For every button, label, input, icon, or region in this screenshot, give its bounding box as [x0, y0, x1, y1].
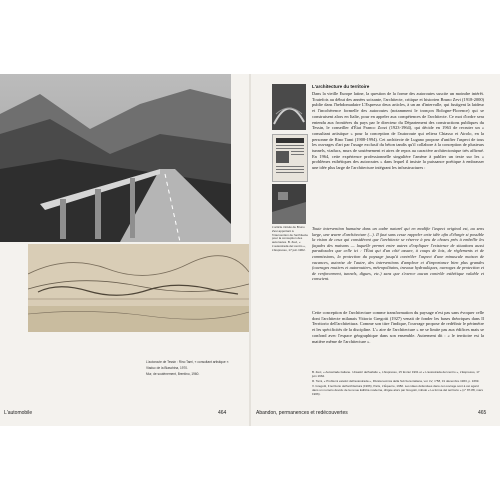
- book-spread: [0, 74, 500, 426]
- footnote: R. Tami, « Problemi estetici dell'autostrada », Rivista tecnica della Svizzera italiana, vol. LV, n°58, 31 décembre 1963, p. 1669.: [312, 378, 480, 383]
- footnotes: [312, 371, 484, 397]
- page-number-left: 464: [218, 410, 227, 416]
- footnote: V. Gregotti, Il territorio dell'architettura (1966), Paris, L'Équerre, 1982. Les idées défendues dans cet ouvrage sont à cet égard dans un numéro dévolu de la revue Edilizia moderna, dirigée alors par Gregotti, intitulé « La forma del territorio » (n° 87-88, mars 1966).: [312, 383, 483, 396]
- body-paragraph-2: Cette conception de l'architecture comme transformation du paysage n'est pas sans évoquer celle dont l'architecte milanais Vittorio Gregotti (1927) venait de fonder les bases théoriques dans Il Territorio dell'architettura. Comme son titre l'indique, l'ouvrage propose de redéfinir le périmètre et les spécificités de la discipline. L'« aire de l'architecture » ne se limite pas aux édifices mais se confond avec l'espace géographique dans son ensemble. Autrement dit : « le territoire est la matière même de l'architecture ».: [312, 310, 484, 344]
- landscape-sketch-drawing: [28, 244, 249, 332]
- block-quote: Toute intervention humaine dans un cadre naturel qui en modifie l'aspect original est, au sens large, une œuvre d'architecture (...). Il faut sans cesse rappeler cette idée afin d'élargir si possible la vision de ceux qui considèrent que l'architecte se réserve à peu de choses près à embellir les façades des maisons — laquelle permet entre autres d'expliquer l'existence de situations aussi paradoxales que celle ici : l'État qui d'un côté assure, à coups de lois, de règlements et de commissions, la protection du paysage jusqu'à contrôler l'aspect d'une minuscule maison de vacances, autorise de l'autre, des interventions d'ampleur et d'importance bien plus grandes (ouvrages routiers et autoroutiers, métropolitains, travaux hydrauliques, ouvrages de protection et de renforcement, tunnels, digues, etc.) sans que s'exerce aucun contrôle esthétique valable et conscient.: [312, 226, 484, 282]
- magazine-clipping-image-3: [272, 184, 306, 224]
- caption-title: L'autoroute de Tessin : Rino Tami, « consultant artistique ».: [146, 360, 230, 364]
- book-gutter: [249, 74, 251, 426]
- clipping-caption: L'article intitulé de Bruno Zevi apportant à l'intervention de l'architecte pour la conception des autoroutes. B. Zevi, « L'autostrada del centro », L'Espresso, 17 juin 1962.: [272, 225, 308, 252]
- running-head-left: L'automobile: [4, 410, 33, 416]
- page-number-right: 465: [478, 410, 487, 416]
- left-page-caption: [146, 360, 242, 379]
- running-head-right: Abandon, permanences et redécouvertes: [256, 410, 348, 416]
- magazine-clipping-image-2: [272, 134, 308, 182]
- section-title: L'architecture du territoire: [312, 84, 370, 89]
- highway-viaduct-photo: [0, 74, 231, 242]
- body-paragraph-1: Dans la vieille Europe latine, la question de la forme des autoroutes suscite un moindre intérêt. Toutefois au début des années soixante, l'architecte, critique et historien Bruno Zevi (1918-2000) publie dans l'hebdomadaire L'Espresso deux articles, à un an d'intervalle, qui fustigent la laideur et l'incohérence formelle des autoroutes (notamment le tronçon Bologne-Florence) qui se construisent alors en Italie, pour en appeler aux compétences de l'architecte. Ce mot d'ordre sera entendu aux frontières du pays par le directeur du Département des constructions publiques du Tessin, le conseiller d'État Franco Zorzi (1923-1964), qui décide en 1963 de recruter un « consultant artistique » pour la conception de l'autoroute qui reliera Chiasso et Airolo, en la personne de Rino Tami (1908-1994). Cet architecte de Lugano propose d'unifier l'aspect de tous les ouvrages d'art par l'usage exclusif du béton tandis qu'il collabore à la conception de plusieurs tunnels, viaducs, murs de soutènement et aires de repos au caractère architectonique très affirmé. En 1964, cette expérience professionnelle singulière l'amène à publier un texte sur les « problèmes esthétiques des autoroutes » dans lequel il insiste la puissance poétique à embrasser une idée plus large de l'architecture intégrant les infrastructures :: [312, 91, 484, 171]
- caption-credit-2: Mur, de soutènement, Brentino, 1960.: [146, 372, 200, 377]
- caption-credit-1: Viaduc de la Biaschina, 1970.: [146, 366, 188, 371]
- magazine-clipping-image-1: [272, 84, 306, 130]
- footnote: B. Zevi, « Autostrade italiane. I disastri dell'asfalto », L'Espresso, 15 février 1961 et « L'autostrada del centro », L'Espresso, 17 juin 1962.: [312, 370, 480, 378]
